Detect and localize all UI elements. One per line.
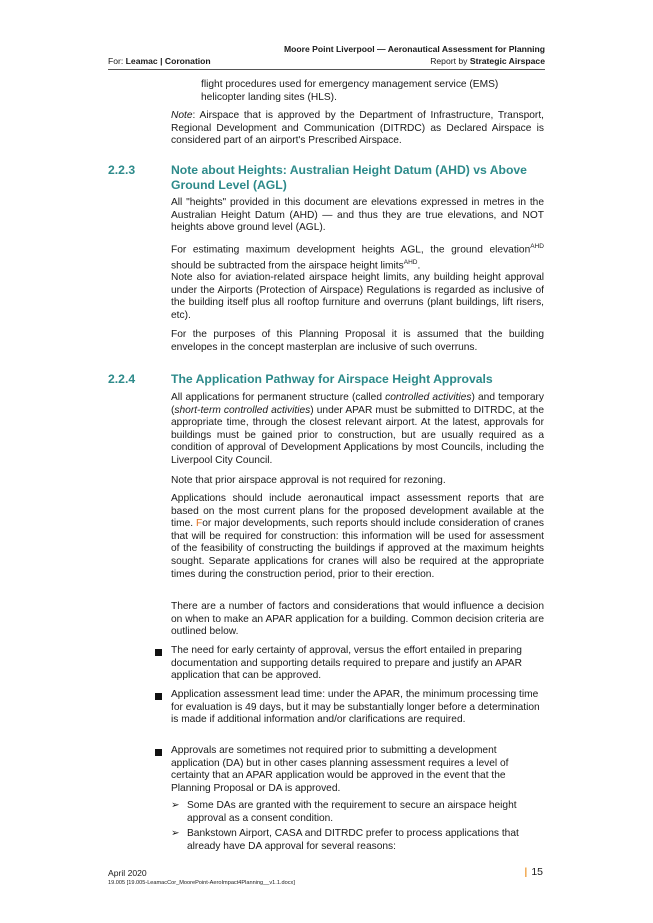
footer-filename: 19.005 [19.005-LeamacCor_MoorePoint-AeroImpact4Planning__v1.1.docx] [108,880,295,886]
arrow-bullet-icon: ➢ [171,800,180,811]
footer-date: April 2020 [108,868,147,878]
paragraph: Note also for aviation-related airspace height limits, any building height approval under the Airports (Protection of Airspace) Regulations is regarded as inclusive of the building itself plus all rooftop furniture and overruns (plant buildings, lift risers, etc). [171,272,544,321]
paragraph: For estimating maximum development heights AGL, the ground elevation$^{AHD}$ should be subtracted from the airspace height limits$^{AHD}$. [171,243,544,272]
section-number: 2.2.3 [108,163,136,177]
paragraph: Note that prior airspace approval is not required for rezoning. [171,475,446,486]
arrow-bullet-icon: ➢ [171,828,180,839]
list-item: Application assessment lead time: under the APAR, the minimum processing time for evaluation is 49 days, but it may be substantially longer before a determination is made if additional information and/or clarifications are required. [171,689,540,726]
header-client: For: Leamac | Coronation [108,56,211,66]
section-number: 2.2.4 [108,372,136,386]
bullet-marker [155,749,162,756]
sub-list-item: Some DAs are granted with the requirement to secure an airspace height approval as a consent condition. [187,800,517,824]
paragraph: There are a number of factors and considerations that would influence a decision on when to make an APAR application for a building. Common decision criteria are outlined below. [171,601,544,638]
list-item: Approvals are sometimes not required prior to submitting a development application (DA) but in other cases planning assessment requires a level of certainty that an APAR application would be approved in the event that the Planning Proposal or DA is approved. [171,745,509,794]
header-title: Moore Point Liverpool — Aeronautical Assessment for Planning [283,44,545,54]
note-paragraph: Note: Airspace that is approved by the Department of Infrastructure, Transport, Regional Development and Communication (DITRDC) as Declared Airspace is considered part of an airport's Prescribed Airspace. [171,110,544,147]
paragraph: All applications for permanent structure (called controlled activities) and temporary (short-term controlled activities) under APAR must be submitted to DITRDC, at the appropriate time, through the closest relevant airport. At the latest, approvals for buildings must be gained prior to construction, but are usually required as a condition of approval of Development Applications by most Councils, including the Liverpool City Council. [171,392,544,466]
header-author: Report by Strategic Airspace [430,56,545,66]
bullet-marker [155,693,162,700]
continuation-text: flight procedures used for emergency management service (EMS) helicopter landing sites (HLS). [201,79,499,103]
section-heading: The Application Pathway for Airspace Height Approvals [171,372,493,386]
section-heading: Note about Heights: Australian Height Datum (AHD) vs Above Ground Level (AGL) [171,163,527,192]
page-number: | 15 [524,866,543,878]
list-item: The need for early certainty of approval, versus the effort entailed in preparing documentation and supporting details required to prepare and justify an APAR application that can be approved. [171,645,522,682]
paragraph: For the purposes of this Planning Proposal it is assumed that the building envelopes in the concept masterplan are inclusive of such overruns. [171,329,544,353]
sub-list-item: Bankstown Airport, CASA and DITRDC prefer to process applications that already have DA approval for several reasons: [187,828,519,852]
bullet-marker [155,649,162,656]
header-rule [108,69,545,70]
paragraph: All "heights" provided in this document are elevations expressed in metres in the Australian Height Datum (AHD) — and thus they are true elevations, and NOT heights above ground level (AGL). [171,197,544,234]
paragraph: Applications should include aeronautical impact assessment reports that are based on the most current plans for the proposed development available at the time. For major developments, such reports should include consideration of cranes that will be required for construction: this information will be used for assessment of the feasibility of constructing the buildings if approved at the maximum heights sought. Separate applications for cranes will also be required at the appropriate times during the construction period, prior to their erection. [171,493,544,580]
